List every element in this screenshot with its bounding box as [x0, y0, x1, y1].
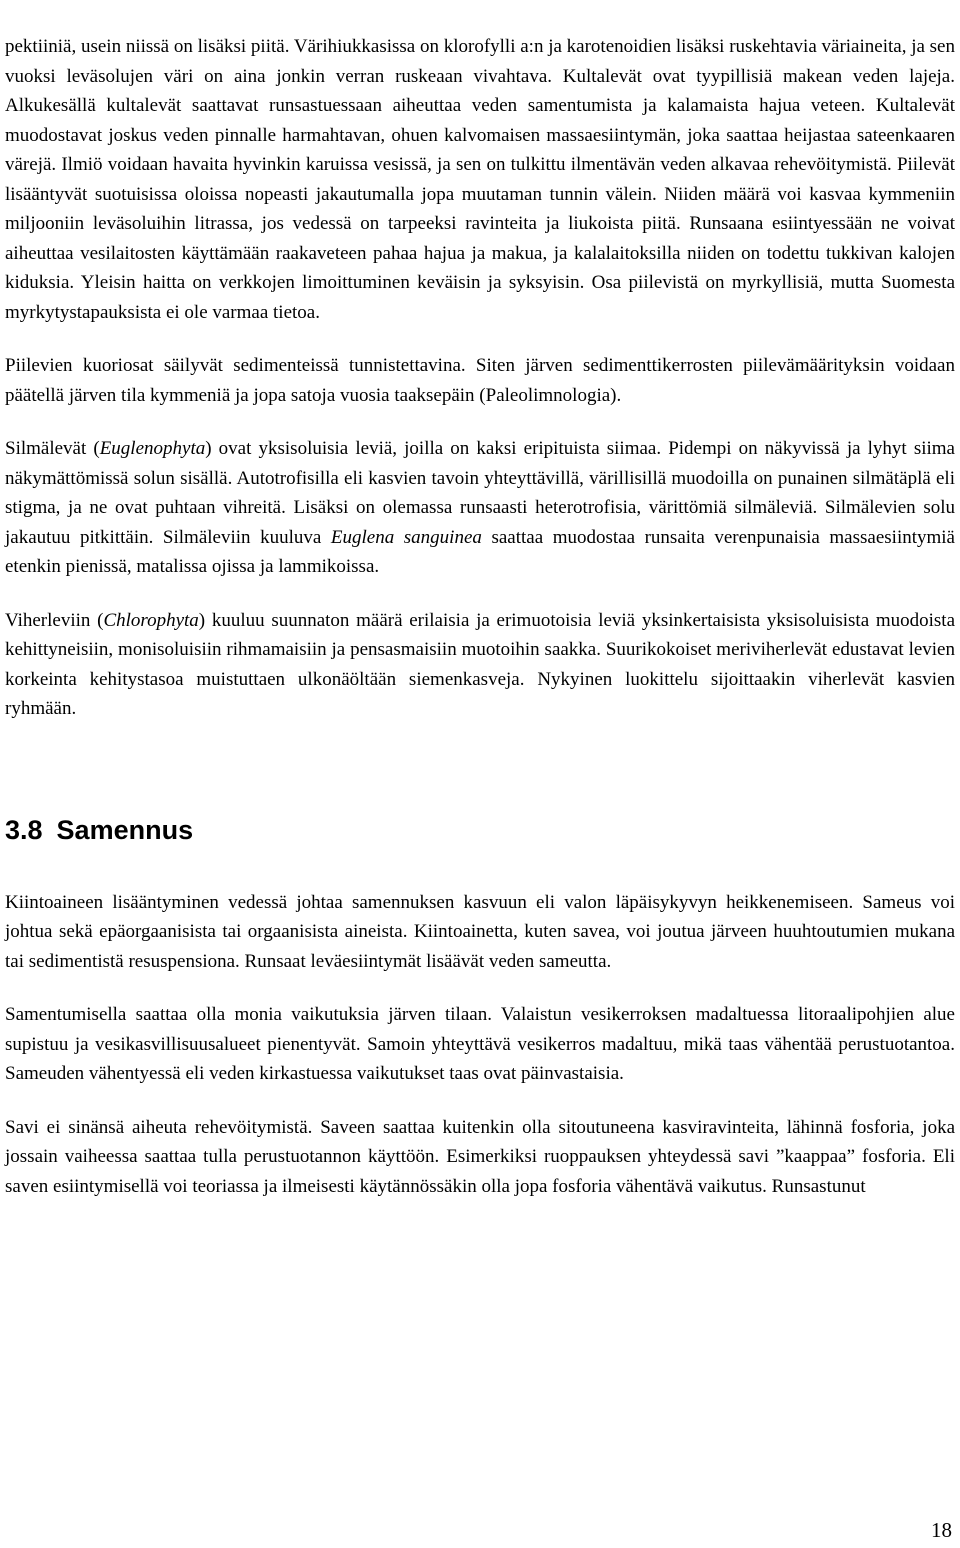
section-title: Samennus — [56, 814, 194, 845]
document-page — [5, 32, 955, 1201]
paragraph-savi: Savi ei sinänsä aiheuta rehevöitymistä. Saveen saattaa kuitenkin olla sitoutuneena kasviravinteita, lähinnä fosforia, joka jossain vaiheessa saattaa tulla perustuotannon käyttöön. Esimerkiksi ruoppauksen yhteydessä savi ”kaappaa” fosforia. Eli saven esiintymisellä voi teoriassa ja ilmeisesti käytännössäkin olla jopa fosforia vähentävä vaikutus. Runsastunut — [5, 1116, 955, 1197]
species-name: Euglena sanguinea — [330, 526, 482, 548]
section-number: 3.8 — [5, 814, 43, 845]
taxon-name: Euglenophyta — [99, 438, 206, 459]
page-number: 18 — [931, 1518, 952, 1542]
paragraph-kiintoaine: Kiintoaineen lisääntyminen vedessä johtaa samennuksen kasvuun eli valon läpäisykyvyn heikkenemiseen. Sameus voi johtua sekä epäorgaanisista tai orgaanisista aineista. Kiintoainetta, kuten savea, voi joutua järveen huuhtoutumien mukana tai sedimentistä resuspensiona. Runsaat leväesiintymät lisäävät veden sameutta. — [5, 891, 955, 972]
text-run: saattaa muodostaa runsaita verenpunaisia massaesiintymiä etenkin pienissä, matalissa ojissa ja lammikoissa. — [5, 526, 955, 577]
paragraph-kultalevat-piilevat: pektiiniä, usein niissä on lisäksi piitä. Värihiukkasissa on klorofylli a:n ja karotenoidien lisäksi ruskehtavia väriaineita, ja sen vuoksi leväsolujen väri on aina jonkin verran ruskeaan vivahtava. Kultalevät ovat tyypillisiä makean veden lajeja. Alkukesällä kultalevät saattavat runsastuessaan aiheuttaa veden samentumista ja kalamaista hajua veteen. Kultalevät muodostavat joskus veden pinnalle harmahtavan, ohuen kalvomaisen massaesiintymän, joka saattaa heijastaa sateenkaaren värejä. Ilmiö voidaan havaita hyvinkin karuissa vesissä, ja sen on tulkittu ilmentävän veden alkavaa rehevöitymistä. Piilevät lisääntyvät suotuisissa oloissa nopeasti jakautumalla jopa muutaman tunnin välein. Niiden määrä voi kasvaa kymmeniin miljooniin leväsoluihin litrassa, jos vedessä on tarpeeksi ravinteita ja liukoista piitä. Runsaana esiintyessään ne voivat aiheuttaa vesilaitosten käyttämään raakaveteen pahaa hajua ja makua, ja kalalaitoksilla niiden on todettu tukkivan kalojen kiduksia. Yleisin haitta on verkkojen limoittuminen keväisin ja syksyisin. Osa piilevistä on myrkyllisiä, mutta Suomesta myrkytystapauksista ei ole varmaa tietoa. — [5, 36, 955, 323]
text-run: Viherleviin ( — [5, 609, 104, 631]
text-run: ) ovat yksisoluisia leviä, joilla on kaksi eripituista siimaa. Pidempi on näkyvissä ja lyhyt siima näkymättömissä solun sisällä. Autotrofisilla eli kasvien tavoin yhteyttävillä, värillisillä muodoilla on punainen silmätäplä eli stigma, ja ne ovat puhtaan vihreitä. Lisäksi on olemassa runsaasti heterotrofisia, värittömiä silmäleviä. Silmälevien solu jakautuu pitkittäin. Silmäleviin kuuluva — [5, 438, 955, 548]
paragraph-paleolimnologia: Piilevien kuoriosat säilyvät sedimenteissä tunnistettavina. Siten järven sedimenttikerrosten piilevämäärityksin voidaan päätellä järven tila kymmeniä ja jopa satoja vuosia taaksepäin (Paleolimnologia). — [5, 355, 955, 406]
paragraph-samentuminen: Samentumisella saattaa olla monia vaikutuksia järven tilaan. Valaistun vesikerroksen madaltuessa litoraalipohjien alue supistuu ja vesikasvillisuusalueet pienentyvät. Samoin yhteyttävä vesikerros madaltuu, mikä taas vähentää perustuotantoa. Sameuden vähentyessä eli veden kirkastuessa vaikutukset taas ovat päinvastaisia. — [5, 1004, 955, 1084]
text-run: ) kuuluu suunnaton määrä erilaisia ja erimuotoisia leviä yksinkertaisista yksisoluisista muodoista kehittyneisiin, monisoluisiin rihmamaisiin ja pensasmaisiin muotoihin saakka. Suurikokoiset meriviherlevät edustavat levien korkeinta kehitystasoa muistuttaen ulkonäöltään siemenkasveja. Nykyinen luokittelu sijoittaakin viherlevät kasvien ryhmään. — [5, 609, 956, 719]
paragraph-viherlevat — [5, 606, 955, 724]
paragraph-silmalevat — [5, 434, 955, 582]
taxon-name: Chlorophyta — [103, 609, 199, 631]
text-run: Silmälevät ( — [5, 438, 100, 459]
section-heading — [5, 802, 955, 850]
